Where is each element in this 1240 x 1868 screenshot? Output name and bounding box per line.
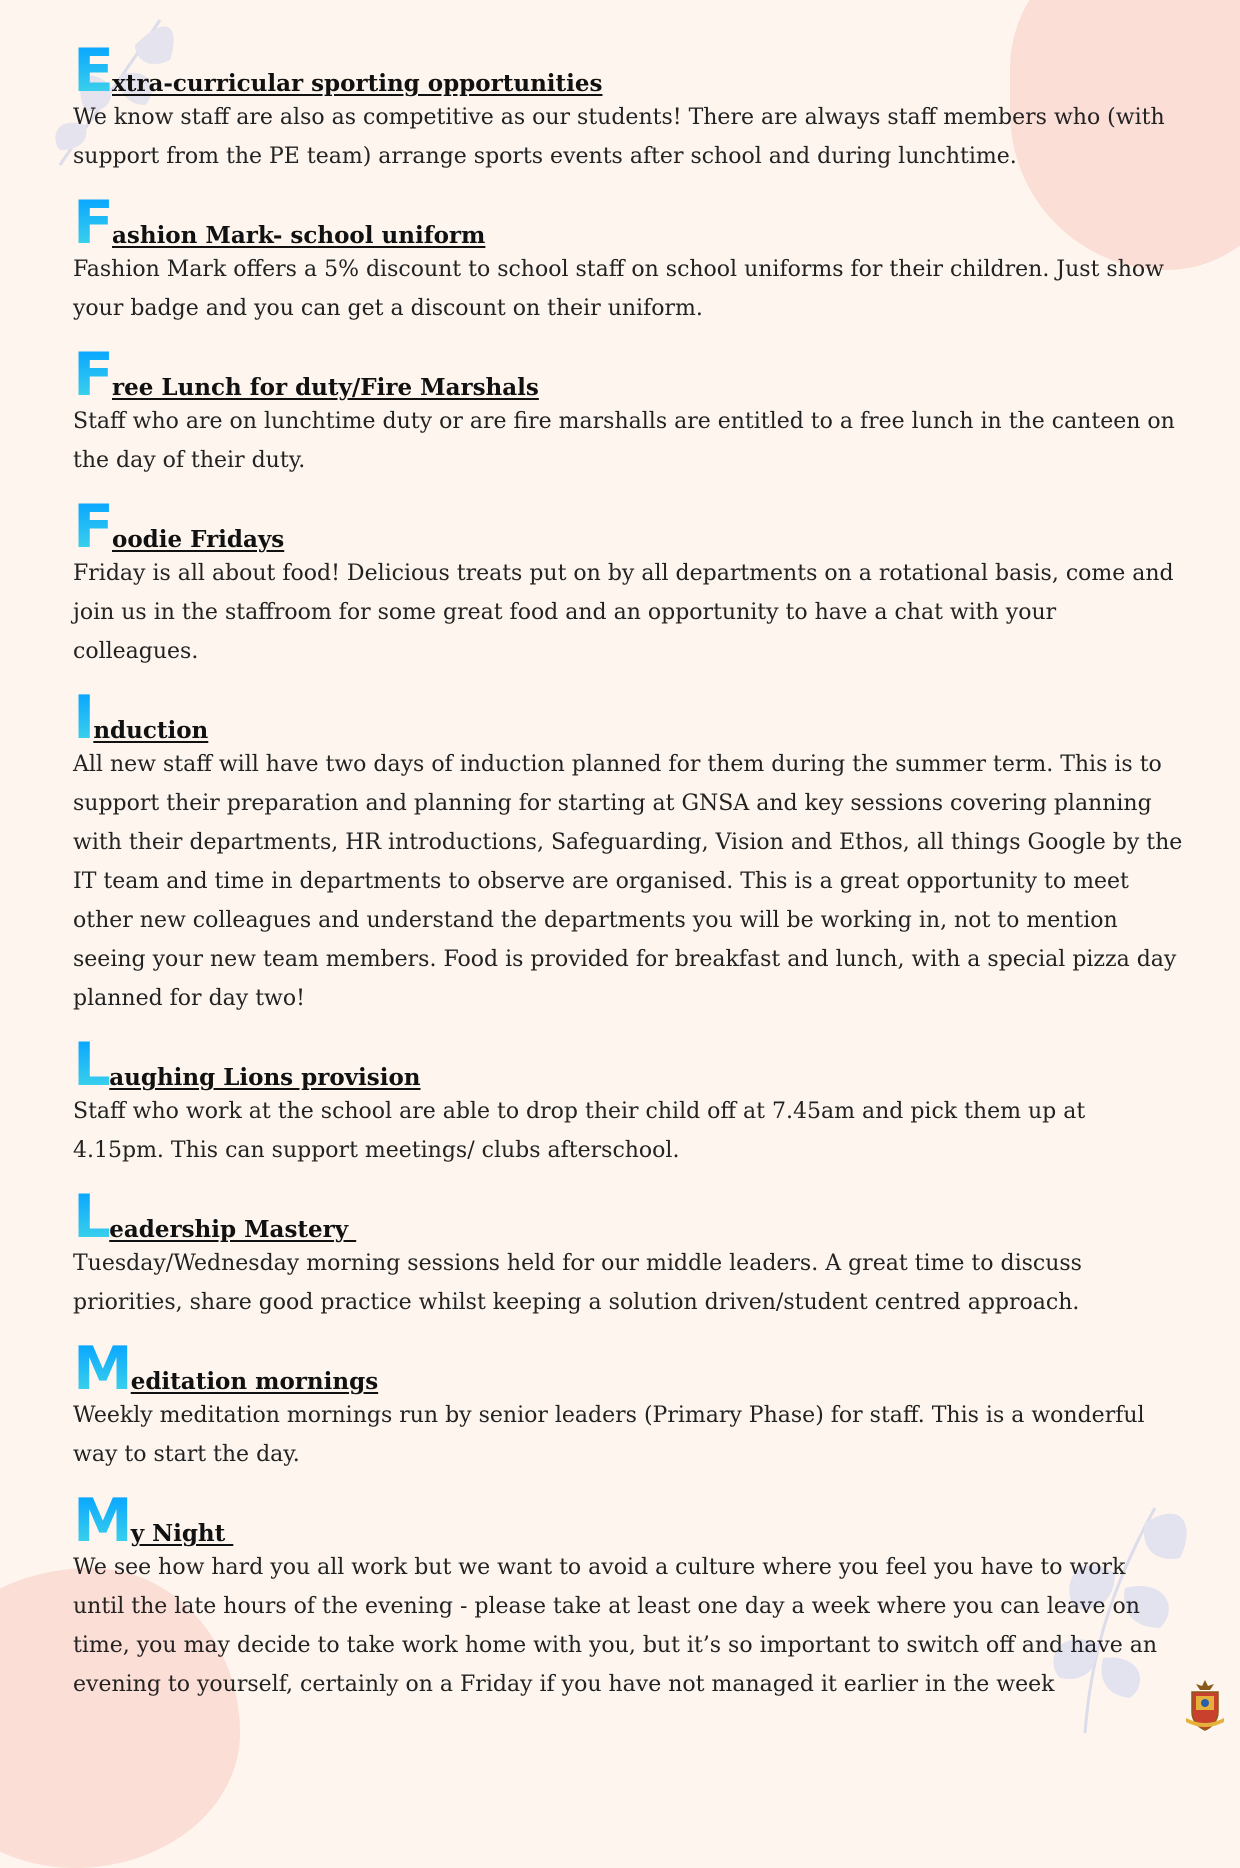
section-title: eadership Mastery [109, 1216, 357, 1243]
section-heading [73, 1484, 1183, 1556]
initial-letter: F [73, 187, 112, 258]
initial-letter: M [73, 1333, 131, 1404]
section-heading [73, 681, 1183, 753]
section-title: ashion Mark- school uniform [112, 222, 486, 249]
initial-letter: F [73, 339, 112, 410]
initial-letter: L [73, 1181, 110, 1252]
section-title: xtra-curricular sporting opportunities [112, 70, 603, 97]
section-heading [73, 34, 1183, 106]
section-body: Tuesday/Wednesday morning sessions held for our middle leaders. A great time to discuss priorities, share good practice whilst keeping a solution driven/student centred approach. [73, 1251, 1082, 1315]
initial-letter: F [73, 491, 112, 562]
section-heading [73, 490, 1183, 562]
section-heading [73, 186, 1183, 258]
section-free-lunch [73, 338, 1183, 480]
section-body: We see how hard you all work but we want to avoid a culture where you feel you have to work until the late hours of the evening - please take at least one day a week where you can leave on time, you may decide to take work home with you, but it’s so important to switch off and have an evening to yourself, certainly on a Friday if you have not managed it earlier in the week [73, 1555, 1158, 1697]
section-body: Staff who work at the school are able to drop their child off at 7.45am and pick them up at 4.15pm. This can support meetings/ clubs afterschool. [73, 1099, 1086, 1163]
benefits-list [73, 34, 1183, 1714]
section-title: ree Lunch for duty/Fire Marshals [112, 374, 539, 401]
section-heading [73, 1028, 1183, 1100]
initial-letter: E [73, 35, 112, 106]
school-crest-icon [1184, 1678, 1226, 1734]
section-laughing-lions [73, 1028, 1183, 1170]
section-body: All new staff will have two days of induction planned for them during the summer term. This is to support their preparation and planning for starting at GNSA and key sessions covering planning with their departments, HR introductions, Safeguarding, Vision and Ethos, all things Google by the IT team and time in departments to observe are organised. This is a great opportunity to meet other new colleagues and understand the departments you will be working in, not to mention seeing your new team members. Food is provided for breakfast and lunch, with a special pizza day planned for day two! [73, 752, 1183, 1011]
section-title: oodie Fridays [112, 526, 285, 553]
section-body: Friday is all about food! Delicious treats put on by all departments on a rotational basis, come and join us in the staffroom for some great food and an opportunity to have a chat with your colleagues. [73, 561, 1174, 664]
section-meditation-mornings [73, 1332, 1183, 1474]
initial-letter: L [73, 1029, 110, 1100]
section-body: Staff who are on lunchtime duty or are fire marshalls are entitled to a free lunch in the canteen on the day of their duty. [73, 409, 1175, 473]
section-title: y Night [130, 1520, 234, 1547]
section-title: aughing Lions provision [109, 1064, 421, 1091]
section-foodie-fridays [73, 490, 1183, 671]
section-title: nduction [93, 717, 209, 744]
section-leadership-mastery [73, 1180, 1183, 1322]
section-heading [73, 338, 1183, 410]
initial-letter: I [73, 682, 94, 753]
section-body: Weekly meditation mornings run by senior leaders (Primary Phase) for staff. This is a wonderful way to start the day. [73, 1403, 1145, 1467]
section-fashion-mark [73, 186, 1183, 328]
section-heading [73, 1180, 1183, 1252]
initial-letter: M [73, 1485, 131, 1556]
section-heading [73, 1332, 1183, 1404]
section-body: We know staff are also as competitive as our students! There are always staff members who (with support from the PE team) arrange sports events after school and during lunchtime. [73, 105, 1165, 169]
section-body: Fashion Mark offers a 5% discount to school staff on school uniforms for their children. Just show your badge and you can get a discount on their uniform. [73, 257, 1164, 321]
section-my-night [73, 1484, 1183, 1704]
section-title: editation mornings [130, 1368, 379, 1395]
section-induction [73, 681, 1183, 1018]
section-extra-curricular [73, 34, 1183, 176]
